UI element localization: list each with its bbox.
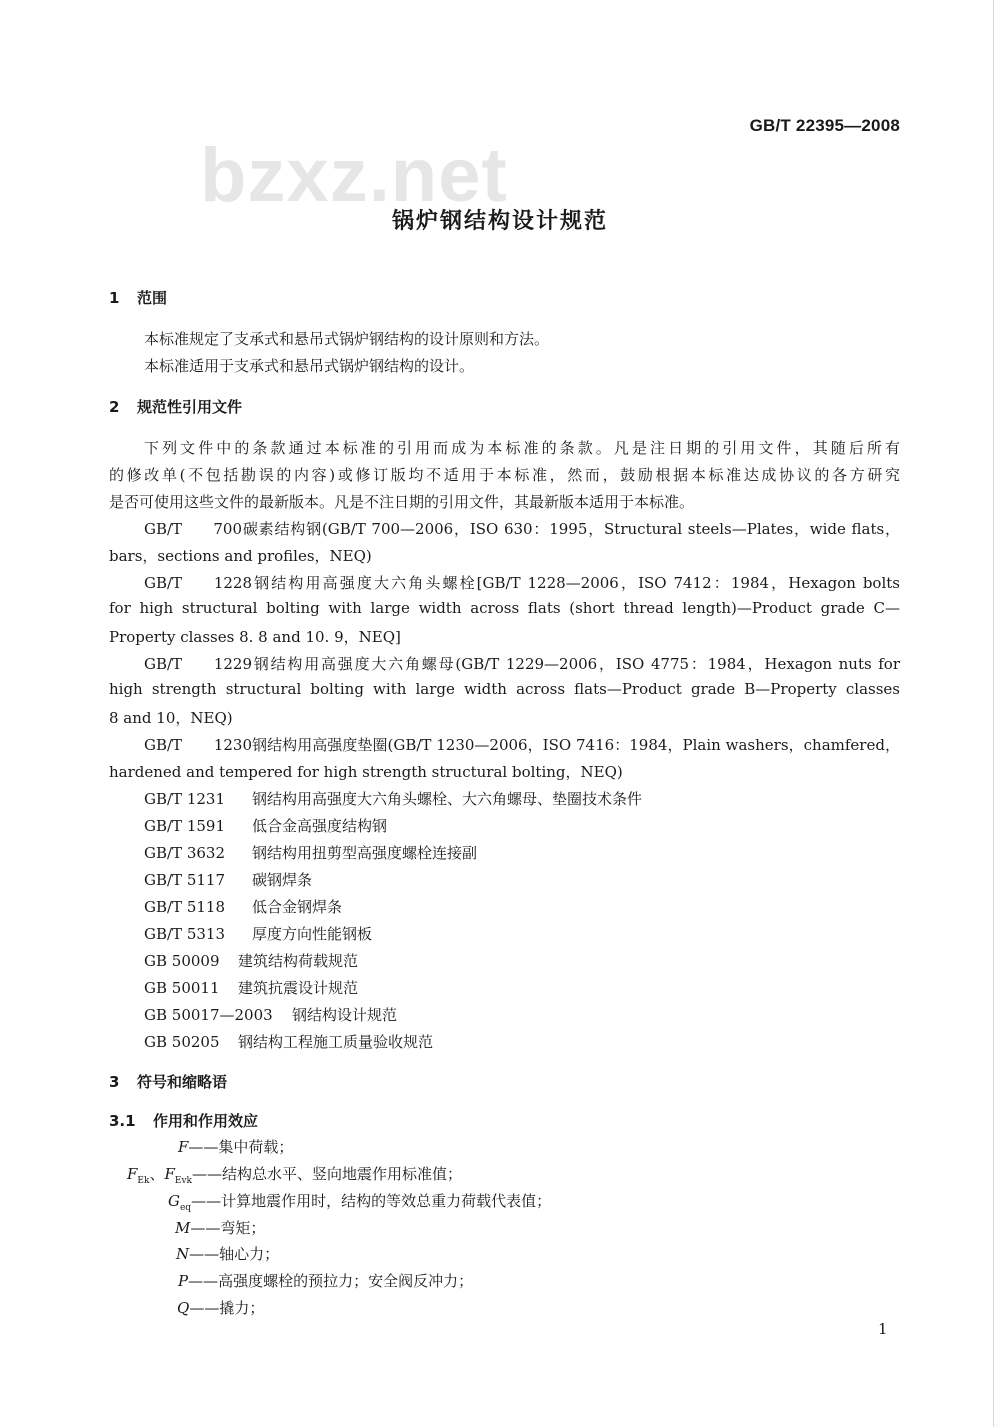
symbol-description: ——结构总水平、竖向地震作用标准值； <box>192 1165 463 1183</box>
reference-entry <box>144 788 642 809</box>
reference-title: 钢结构用高强度大六角头螺栓[GB/T 1228—2006，ISO 7412：1984，Hexagon bolts <box>252 574 900 592</box>
symbol-description: ——弯矩； <box>190 1219 266 1237</box>
section-1-heading <box>109 287 167 308</box>
symbol-description: ——高强度螺栓的预拉力；安全阀反冲力； <box>188 1272 474 1290</box>
reference-entry <box>144 869 312 890</box>
section-3-heading <box>109 1071 227 1092</box>
reference-entry <box>144 815 387 836</box>
reference-continuation: bars，sections and profiles，NEQ) <box>109 547 372 565</box>
reference-title: 钢结构用高强度垫圈(GB/T 1230—2006，ISO 7416：1984，Plain washers，chamfered， <box>252 736 900 754</box>
intro-line: 的修改单(不包括勘误的内容)或修订版均不适用于本标准，然而，鼓励根据本标准达成协议的各方研究 <box>109 466 900 484</box>
reference-entry <box>144 896 342 917</box>
reference-continuation: Property classes 8. 8 and 10. 9，NEQ] <box>109 628 401 646</box>
reference-code: GB/T 1229 <box>144 655 252 673</box>
reference-title: 钢结构工程施工质量验收规范 <box>238 1033 434 1051</box>
reference-title: 建筑结构荷载规范 <box>238 952 359 970</box>
symbol-entry <box>178 1270 473 1291</box>
symbol: F <box>127 1165 138 1183</box>
subsection-title: 作用和作用效应 <box>153 1112 259 1130</box>
reference-continuation: for high structural bolting with large width across flats (short thread length)—Product grade C— <box>109 599 900 617</box>
reference-entry <box>144 653 900 674</box>
intro-line: 下列文件中的条款通过本标准的引用而成为本标准的条款。凡是注日期的引用文件，其随后所有 <box>144 439 900 457</box>
symbol: F <box>164 1165 175 1183</box>
reference-title: 碳钢焊条 <box>252 871 313 889</box>
reference-code: GB/T 700 <box>144 520 242 538</box>
reference-code: GB 50011 <box>144 979 220 997</box>
symbol-subscript: Ek <box>137 1176 150 1186</box>
reference-code: GB/T 3632 <box>144 844 226 862</box>
symbol: P <box>178 1272 189 1290</box>
symbol: M <box>175 1219 191 1237</box>
symbol-entry <box>176 1243 279 1264</box>
intro-line: 是否可使用这些文件的最新版本。凡是不注日期的引用文件，其最新版本适用于本标准。 <box>109 493 695 511</box>
symbol-entry <box>178 1136 293 1157</box>
reference-title: 钢结构用扭剪型高强度螺栓连接副 <box>252 844 478 862</box>
document-title: 锅炉钢结构设计规范 <box>391 209 608 234</box>
reference-code: GB/T 1228 <box>144 574 252 592</box>
reference-title: 厚度方向性能钢板 <box>252 925 373 943</box>
subsection-heading <box>109 1110 258 1131</box>
reference-entry <box>144 572 900 593</box>
symbol-entry <box>168 1190 551 1213</box>
reference-title: 钢结构用高强度大六角螺母(GB/T 1229—2006，ISO 4775：1984，Hexagon nuts for <box>252 655 900 673</box>
standard-code: GB/T 22395—2008 <box>749 116 900 135</box>
section-title: 范围 <box>137 289 168 307</box>
section-1-para: 本标准规定了支承式和悬吊式锅炉钢结构的设计原则和方法。 <box>144 330 550 348</box>
reference-code: GB/T 1231 <box>144 790 226 808</box>
symbol-entry <box>177 1297 264 1318</box>
reference-continuation: 8 and 10，NEQ) <box>109 709 233 727</box>
reference-continuation: high strength structural bolting with large width across flats—Product grade B—Property classes <box>109 680 900 698</box>
symbol: F <box>178 1138 189 1156</box>
symbol-separator: 、 <box>149 1165 165 1183</box>
symbol-description: ——计算地震作用时，结构的等效总重力荷载代表值； <box>191 1192 552 1210</box>
subsection-number: 3.1 <box>109 1112 136 1130</box>
reference-entry <box>144 518 900 539</box>
section-title: 规范性引用文件 <box>137 398 243 416</box>
reference-title: 低合金高强度结构钢 <box>252 817 388 835</box>
section-title: 符号和缩略语 <box>137 1073 228 1091</box>
reference-entry <box>144 1031 433 1052</box>
reference-title: 钢结构用高强度大六角头螺栓、大六角螺母、垫圈技术条件 <box>252 790 643 808</box>
symbol-entry <box>127 1163 462 1186</box>
symbol-subscript: eq <box>179 1203 192 1213</box>
reference-code: GB/T 5117 <box>144 871 226 889</box>
reference-entry <box>144 977 358 998</box>
symbol: N <box>176 1245 190 1263</box>
reference-code: GB 50009 <box>144 952 220 970</box>
section-1-para: 本标准适用于支承式和悬吊式锅炉钢结构的设计。 <box>144 357 475 375</box>
reference-title: 建筑抗震设计规范 <box>238 979 359 997</box>
symbol-description: ——撬力； <box>189 1299 265 1317</box>
section-2-heading <box>109 396 242 417</box>
reference-entry <box>144 950 358 971</box>
symbol-entry <box>175 1217 265 1238</box>
reference-code: GB/T 5313 <box>144 925 226 943</box>
symbol-description: ——轴心力； <box>189 1245 280 1263</box>
section-number: 2 <box>109 398 120 416</box>
page-number: 1 <box>878 1320 888 1338</box>
reference-entry <box>144 923 372 944</box>
reference-entry <box>144 734 900 755</box>
symbol-description: ——集中荷载； <box>188 1138 294 1156</box>
reference-entry <box>144 842 477 863</box>
reference-continuation: hardened and tempered for high strength structural bolting，NEQ) <box>109 763 623 781</box>
section-number: 3 <box>109 1073 120 1091</box>
reference-code: GB/T 5118 <box>144 898 226 916</box>
section-number: 1 <box>109 289 120 307</box>
reference-code: GB/T 1230 <box>144 736 252 754</box>
reference-title: 钢结构设计规范 <box>292 1006 398 1024</box>
symbol: G <box>168 1192 180 1210</box>
symbol: Q <box>177 1299 190 1317</box>
reference-title: 碳素结构钢(GB/T 700—2006，ISO 630：1995，Structural steels—Plates，wide flats， <box>242 520 900 538</box>
reference-title: 低合金钢焊条 <box>252 898 343 916</box>
reference-entry <box>144 1004 397 1025</box>
reference-code: GB 50017—2003 <box>144 1006 273 1024</box>
watermark: bzxz.net <box>200 133 508 218</box>
symbol-subscript: Evk <box>174 1176 192 1186</box>
reference-code: GB 50205 <box>144 1033 220 1051</box>
reference-code: GB/T 1591 <box>144 817 226 835</box>
